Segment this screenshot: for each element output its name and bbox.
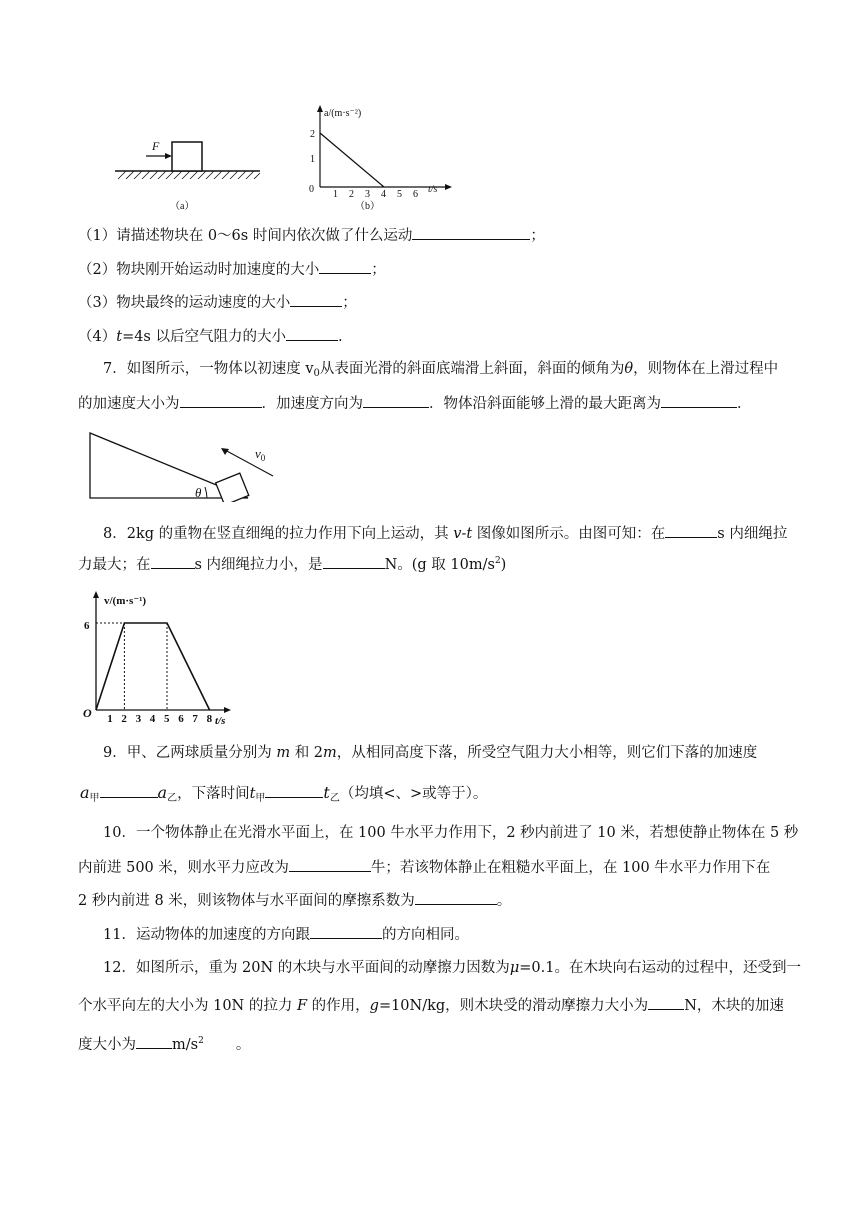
velocity-line xyxy=(96,623,210,710)
blank[interactable] xyxy=(100,783,158,798)
theta-label: θ xyxy=(195,485,202,500)
caption-a: （a） xyxy=(170,201,195,212)
y-tick-1: 1 xyxy=(310,154,315,165)
x-tick: 7 xyxy=(192,713,198,725)
accel-line xyxy=(320,133,384,187)
x-tick: 3 xyxy=(135,713,142,725)
blank[interactable] xyxy=(323,554,385,569)
x-axis-label: t/s xyxy=(215,715,226,727)
block xyxy=(172,142,202,171)
x-tick: 6 xyxy=(413,189,418,200)
q12-line3: 度大小为 $m/s^2$ 。 xyxy=(78,1036,251,1053)
q6-part1: （1）请描述物块在 0～6s 时间内依次做了什么运动 ； xyxy=(78,225,545,246)
y-tick-2: 2 xyxy=(310,129,315,140)
blank[interactable] xyxy=(136,1034,172,1049)
origin-label: O xyxy=(83,706,92,720)
origin-label: 0 xyxy=(309,184,314,195)
figure-a xyxy=(110,135,270,215)
x-axis-label: t/s xyxy=(428,184,438,195)
x-tick: 4 xyxy=(381,189,386,200)
y-tick-6: 6 xyxy=(84,620,90,632)
q10-line3: 2 秒内前进 8 米，则该物体与水平面间的摩擦系数为 。 xyxy=(78,890,511,911)
force-label: F xyxy=(152,139,160,153)
figure-b xyxy=(300,103,460,215)
x-tick: 4 xyxy=(149,713,156,725)
blank[interactable] xyxy=(286,326,338,341)
x-tick: 5 xyxy=(164,713,170,725)
blank[interactable] xyxy=(310,924,382,939)
q8-line2: 力最大；在 s 内细绳拉力小，是 N。(g 取 $10m/s^2$) xyxy=(78,556,507,573)
x-tick: 1 xyxy=(107,713,113,725)
x-tick: 6 xyxy=(178,713,184,725)
incline-figure xyxy=(85,428,285,502)
blank[interactable] xyxy=(265,783,323,798)
q6-part3: （3）物块最终的运动速度的大小 ； xyxy=(78,292,357,313)
x-tick: 2 xyxy=(349,189,354,200)
blank[interactable] xyxy=(661,393,737,408)
q6-part2: （2）物块刚开始运动时加速度的大小 ； xyxy=(78,259,386,280)
y-axis-label: a/(m·s⁻²) xyxy=(324,108,362,119)
x-tick: 1 xyxy=(333,189,338,200)
q7-line1: 7．如图所示，一物体以初速度 $v_0$从表面光滑的斜面底端滑上斜面，斜面的倾角为θ，则物体在上滑过程中 xyxy=(103,361,779,379)
q10-line1: 10．一个物体静止在光滑水平面上，在 100 牛水平力作用下，2 秒内前进了 10 米，若想使静止物体在 5 秒 xyxy=(103,825,799,841)
blank[interactable] xyxy=(412,225,530,240)
blank[interactable] xyxy=(319,259,371,274)
q7-line2: 的加速度大小为 ．加速度方向为 ．物体沿斜面能够上滑的最大距离为 ． xyxy=(78,393,752,414)
x-tick: 5 xyxy=(397,189,402,200)
blank[interactable] xyxy=(648,995,684,1010)
q12-line1: 12．如图所示，重为 20N 的木块与水平面间的动摩擦力因数为μ=0.1。在木块向右运动的过程中，还受到一 xyxy=(103,960,801,976)
x-tick: 8 xyxy=(206,713,213,725)
x-tick: 2 xyxy=(121,713,127,725)
y-axis-label: v/(m·s⁻¹) xyxy=(104,595,147,607)
blank[interactable] xyxy=(289,857,371,872)
caption-b: （b） xyxy=(355,201,380,212)
q6-part4: （4）t=4s 以后空气阻力的大小 . xyxy=(78,326,343,347)
q10-line2: 内前进 500 米，则水平力应改为 牛；若该物体静止在粗糙水平面上，在 100 牛水平力作用下在 xyxy=(78,857,770,878)
blank[interactable] xyxy=(363,393,429,408)
vt-chart xyxy=(78,588,248,728)
x-tick: 3 xyxy=(365,189,370,200)
blank[interactable] xyxy=(290,292,342,307)
q9-line1: 9．甲、乙两球质量分别为 m 和 2m，从相同高度下落，所受空气阻力大小相等，则它们下落的加速度 xyxy=(103,745,758,761)
v0-label: $v_0$ xyxy=(255,446,266,463)
blank[interactable] xyxy=(665,523,717,538)
q9-line2: $a_甲$ $a_乙$，下落时间$t_甲$ $t_乙$（均填<、>或等于）。 xyxy=(80,783,488,804)
blank[interactable] xyxy=(151,554,195,569)
blank[interactable] xyxy=(415,890,497,905)
q11-line: 11．运动物体的加速度的方向跟 的方向相同。 xyxy=(103,924,469,945)
q8-line1: 8．2kg 的重物在竖直细绳的拉力作用下向上运动，其 v-t 图像如图所示。由图可知：在 s 内细绳拉 xyxy=(103,523,787,544)
q12-line2: 个水平向左的大小为 10N 的拉力 F 的作用，g=10N/kg，则木块受的滑动摩擦力大小为 N，木块的加速 xyxy=(78,995,784,1016)
blank[interactable] xyxy=(180,393,262,408)
